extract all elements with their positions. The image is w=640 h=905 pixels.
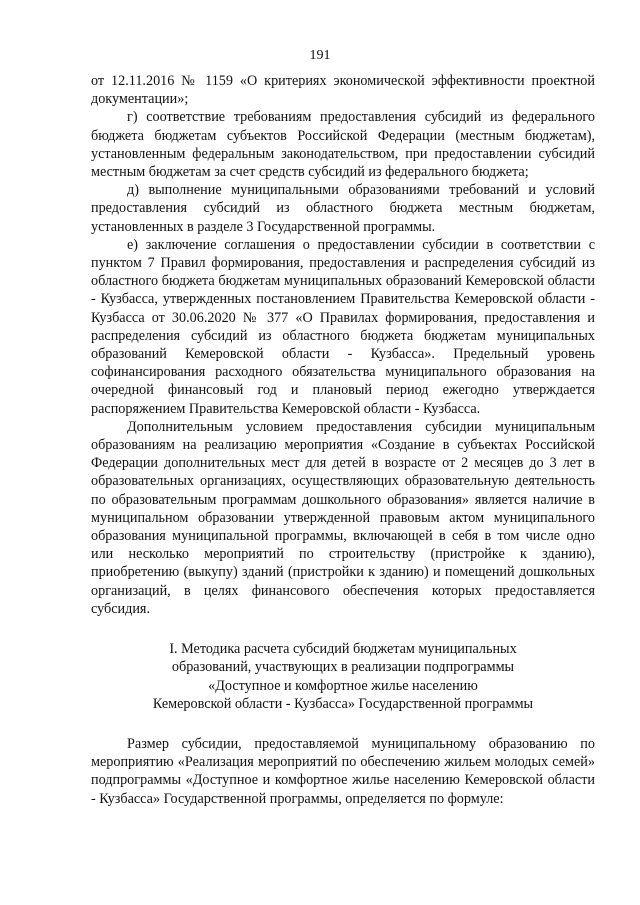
paragraph-item-e: е) заключение соглашения о предоставлении субсидии в соответствии с пунктом 7 Правил формирования, предоставления и распределения субсидий из областного бюджета бюджетам муниципальных образований Кемеровской области - Кузбасса, утвержденных постановлением Правительства Кемеровской области - Кузбасса от 30.06.2020 № 377 «О Правилах формирования, предоставления и распределения субсидий из областного бюджета бюджетам муниципальных образований Кемеровской области - Кузбасса». Предельный уровень софинансирования расходного обязательства муниципального образования на очередной финансовый год и плановый период ежегодно утверждается распоряжением Правительства Кемеровской области - Кузбасса. (91, 236, 595, 417)
section-heading-line-1: I. Методика расчета субсидий бюджетам муниципальных (169, 641, 517, 658)
paragraph-additional-condition: Дополнительным условием предоставления субсидии муниципальным образованиям на реализацию мероприятия «Создание в субъектах Российской Федерации дополнительных мест для детей в возрасте от 2 месяцев до 3 лет в образовательных организациях, осуществляющих образовательную деятельность по образовательным программам дошкольного образования» является наличие в муниципальном образовании утвержденной правовым актом муниципального образования муниципальной программы, включающей в себя в том числе одно или несколько мероприятий по строительству (пристройке к зданию), приобретению (выкупу) зданий (пристройки к зданию) и помещений дошкольных организаций, в целях финансового обеспечения которых предоставляется субсидия. (91, 418, 595, 617)
section-heading-line-4: Кемеровской области - Кузбасса» Государственной программы (152, 695, 534, 712)
paragraph-item-d: д) выполнение муниципальными образованиями требований и условий предоставления субсидий из областного бюджета местным бюджетам, установленных в разделе 3 Государственной программы. (91, 182, 595, 235)
document-body (91, 72, 595, 808)
section-heading-line-3: «Доступное и комфортное жилье населению (208, 677, 478, 694)
section-heading (91, 640, 595, 713)
paragraph-item-g: г) соответствие требованиям предоставления субсидий из федерального бюджета бюджетам субъектов Российской Федерации (местным бюджетам), установленным федеральным законодательством, при предоставлении субсидий местным бюджетам за счет средств субсидий из федерального бюджета; (91, 109, 595, 181)
paragraph-subsidy-formula-intro: Размер субсидии, предоставляемой муниципальному образованию по мероприятию «Реализация мероприятий по обеспечению жильем молодых семей» подпрограммы «Доступное и комфортное жилье населению Кемеровской области - Кузбасса» Государственной программы, определяется по формуле: (91, 735, 595, 807)
paragraph-continuation: от 12.11.2016 № 1159 «О критериях экономической эффективности проектной документации»; (91, 73, 595, 108)
section-heading-line-2: образований, участвующих в реализации подпрограммы (171, 659, 515, 676)
page-number: 191 (309, 48, 331, 63)
